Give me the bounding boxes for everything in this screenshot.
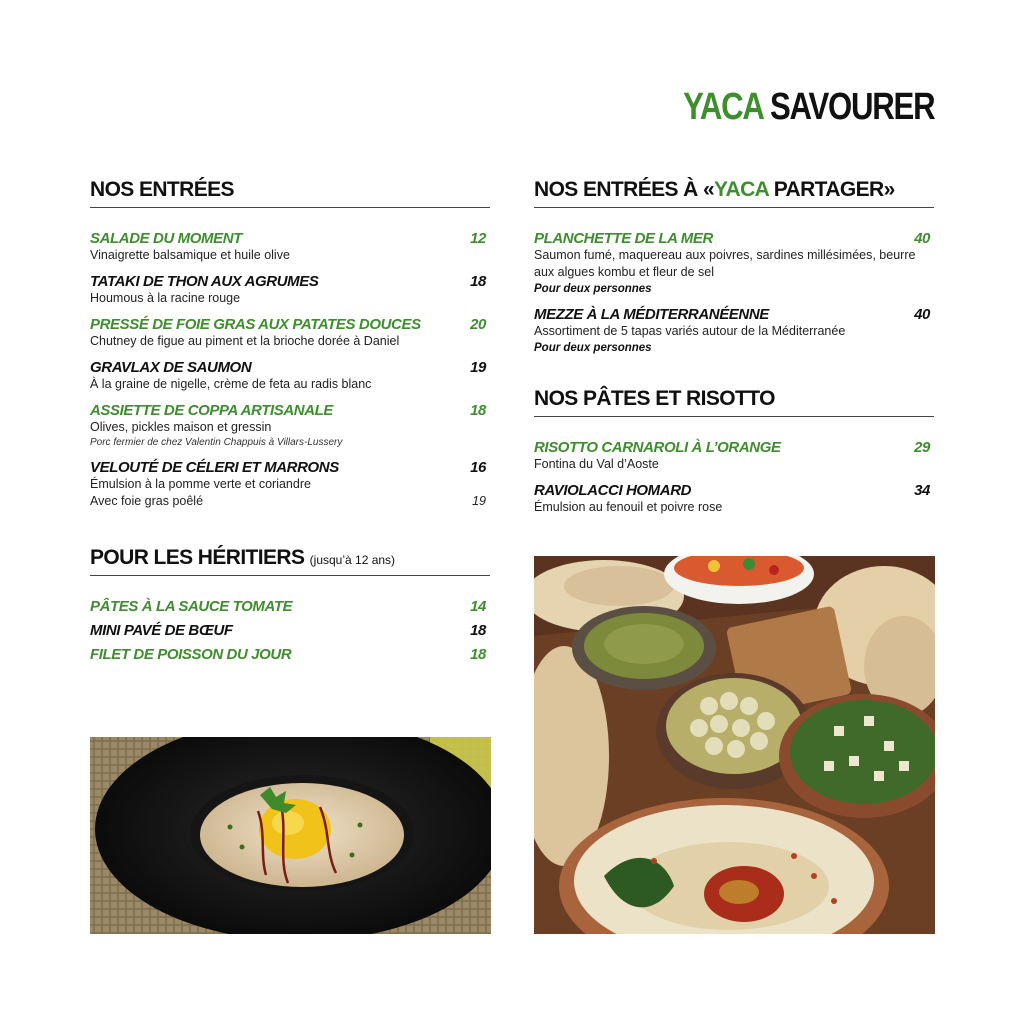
item-serving-note: Pour deux personnes bbox=[534, 283, 652, 295]
item-name: RAVIOLACCI HOMARD bbox=[534, 482, 692, 499]
menu-item bbox=[90, 402, 490, 450]
item-name: TATAKI DE THON AUX AGRUMES bbox=[90, 273, 319, 290]
item-name: PLANCHETTE DE LA MER bbox=[534, 230, 713, 247]
menu-item bbox=[534, 439, 934, 473]
item-name: PÂTES À LA SAUCE TOMATE bbox=[90, 598, 293, 615]
section-title-pates: NOS PÂTES ET RISOTTO bbox=[534, 387, 934, 417]
item-name: PRESSÉ DE FOIE GRAS AUX PATATES DOUCES bbox=[90, 316, 421, 333]
item-price: 29 bbox=[914, 439, 930, 456]
food-photo-mezze bbox=[534, 556, 935, 934]
item-description: Chutney de figue au piment et la brioche dorée à Daniel bbox=[90, 334, 400, 348]
item-price: 18 bbox=[470, 622, 486, 639]
partager-title-accent: YACA bbox=[714, 178, 769, 201]
section-title-heritiers bbox=[90, 546, 490, 576]
item-description: Émulsion au fenouil et poivre rose bbox=[534, 500, 723, 514]
item-name: FILET DE POISSON DU JOUR bbox=[90, 646, 292, 663]
section-entrees bbox=[90, 178, 490, 519]
section-heritiers bbox=[90, 546, 490, 670]
menu-item bbox=[534, 306, 934, 356]
heritiers-age-note: (jusqu’à 12 ans) bbox=[309, 553, 396, 567]
item-extra-label: Avec foie gras poêlé bbox=[90, 494, 204, 508]
menu-item bbox=[534, 482, 934, 516]
brand-logo bbox=[683, 86, 934, 129]
menu-item bbox=[90, 646, 490, 663]
menu-item bbox=[90, 273, 490, 307]
item-description: À la graine de nigelle, crème de feta au radis blanc bbox=[90, 377, 372, 391]
item-name: SALADE DU MOMENT bbox=[90, 230, 242, 247]
item-price: 16 bbox=[470, 459, 486, 476]
partager-title-post: PARTAGER» bbox=[768, 178, 895, 201]
item-serving-note: Pour deux personnes bbox=[534, 342, 652, 354]
item-description: Saumon fumé, maquereau aux poivres, sardines millésimées, beurre aux algues kombu et fleur de sel bbox=[534, 248, 916, 279]
menu-item bbox=[90, 459, 490, 510]
item-name: ASSIETTE DE COPPA ARTISANALE bbox=[90, 402, 333, 419]
item-name: GRAVLAX DE SAUMON bbox=[90, 359, 252, 376]
mezze-illustration bbox=[534, 556, 935, 934]
menu-item bbox=[90, 359, 490, 393]
menu-item bbox=[90, 598, 490, 615]
item-name: MINI PAVÉ DE BŒUF bbox=[90, 622, 233, 639]
item-price: 40 bbox=[914, 230, 930, 247]
item-name: VELOUTÉ DE CÉLERI ET MARRONS bbox=[90, 459, 339, 476]
food-photo-veloute bbox=[90, 737, 491, 934]
item-price: 18 bbox=[470, 273, 486, 290]
item-name: MEZZE À LA MÉDITERRANÉENNE bbox=[534, 306, 769, 323]
item-price: 18 bbox=[470, 646, 486, 663]
item-price: 40 bbox=[914, 306, 930, 323]
item-extra-option bbox=[90, 493, 490, 510]
item-price: 20 bbox=[470, 316, 486, 333]
section-title-entrees: NOS ENTRÉES bbox=[90, 178, 490, 208]
menu-item bbox=[90, 316, 490, 350]
item-extra-price: 19 bbox=[472, 494, 486, 508]
item-price: 18 bbox=[470, 402, 486, 419]
partager-title-pre: NOS ENTRÉES À « bbox=[534, 178, 715, 201]
item-price: 34 bbox=[914, 482, 930, 499]
item-description: Olives, pickles maison et gressin bbox=[90, 420, 272, 434]
menu-item bbox=[90, 230, 490, 264]
menu-item bbox=[90, 622, 490, 639]
section-pates bbox=[534, 387, 934, 525]
item-price: 14 bbox=[470, 598, 486, 615]
item-description: Assortiment de 5 tapas variés autour de la Méditerranée bbox=[534, 324, 846, 338]
item-description: Vinaigrette balsamique et huile olive bbox=[90, 248, 290, 262]
menu-item bbox=[534, 230, 934, 297]
item-name: RISOTTO CARNAROLI À L’ORANGE bbox=[534, 439, 781, 456]
brand-part-yaca: YACA bbox=[682, 86, 763, 128]
item-description: Émulsion à la pomme verte et coriandre bbox=[90, 477, 311, 491]
item-price: 12 bbox=[470, 230, 486, 247]
heritiers-title-text: POUR LES HÉRITIERS bbox=[90, 546, 305, 569]
section-title-partager bbox=[534, 178, 934, 208]
brand-part-savourer: SAVOURER bbox=[769, 86, 934, 128]
item-description: Fontina du Val d’Aoste bbox=[534, 457, 659, 471]
section-partager bbox=[534, 178, 934, 365]
item-price: 19 bbox=[470, 359, 486, 376]
item-origin-note: Porc fermier de chez Valentin Chappuis à Villars-Lussery bbox=[90, 437, 343, 448]
item-description: Houmous à la racine rouge bbox=[90, 291, 241, 305]
veloute-illustration bbox=[90, 737, 491, 934]
